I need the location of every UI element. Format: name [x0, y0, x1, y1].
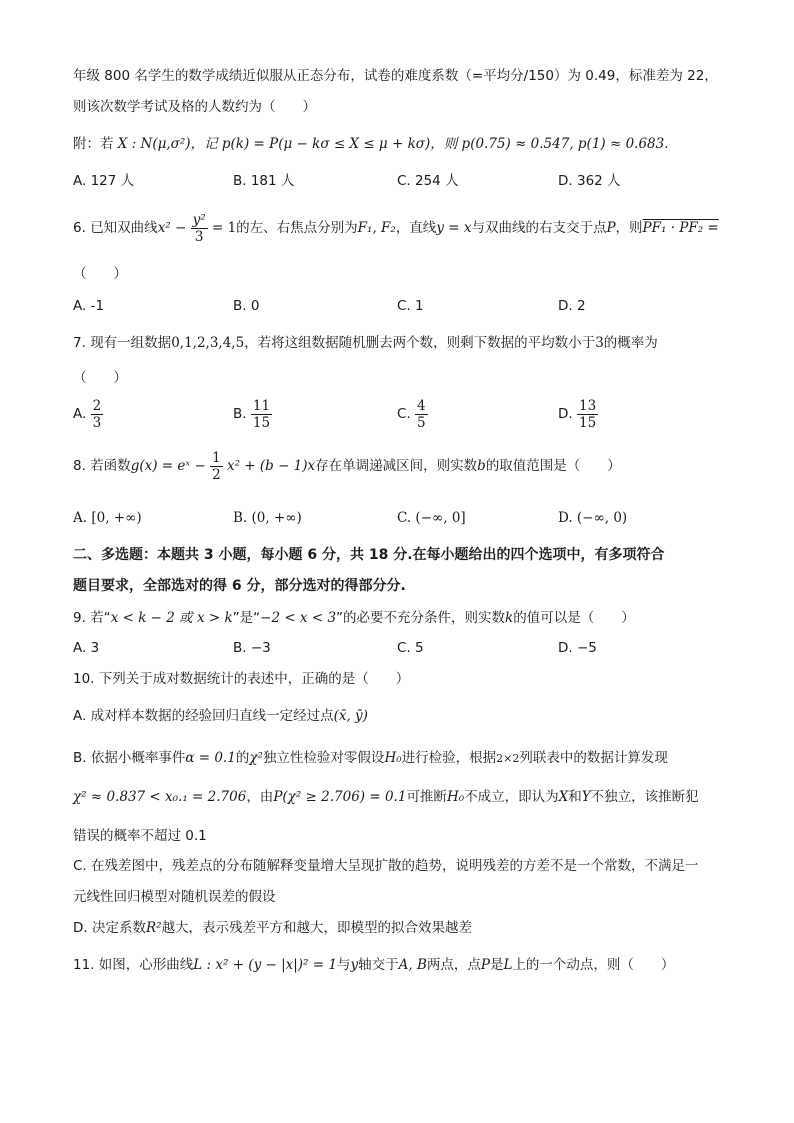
q10-b-formula: χ² ≈ 0.837 < x₀.₁ = 2.706	[73, 789, 247, 805]
q6-number: 6.	[73, 220, 86, 236]
q8-number: 8.	[73, 458, 86, 474]
q8-frac-num: 1	[212, 449, 221, 466]
q11-y: y	[350, 957, 359, 973]
q7-option-c-fraction	[415, 398, 428, 431]
q7-data: 0,1,2,3,4,5	[171, 335, 245, 351]
q7-option-d-label: D.	[558, 406, 573, 422]
q10-b-text-b: 的	[235, 750, 250, 766]
q7-option-d-num: 13	[578, 397, 597, 414]
q11-text-c: 轴交于	[358, 957, 399, 973]
q11-ab: A, B	[398, 957, 427, 973]
q10-d-text-a: D. 决定系数	[73, 920, 146, 936]
q5-stem-line1: 年级 800 名学生的数学成绩近似服从正态分布，试卷的难度系数（=平均分/150）为 0.49，标准差为 22，	[73, 68, 718, 84]
q10-stem: 10. 下列关于成对数据统计的表述中，正确的是（ ）	[73, 671, 410, 687]
q5-option-b[interactable]: B. 181 人	[233, 173, 295, 189]
q10-option-d[interactable]	[73, 918, 734, 938]
q9-var: k	[505, 610, 514, 626]
q8-stem	[73, 448, 734, 484]
q10-option-c-line1[interactable]: C. 在残差图中，残差点的分布随解释变量增大呈现扩散的趋势，说明残差的方差不是一个常数，不满足一	[73, 858, 699, 874]
q7-option-b-label: B.	[233, 406, 247, 422]
q5-note	[73, 134, 734, 154]
q6-fraction	[191, 212, 208, 245]
q9-option-c[interactable]: C. 5	[397, 640, 424, 656]
q10-b-text-g: 可推断	[406, 789, 447, 805]
q10-b-text-c: 独立性检验对零假设	[262, 750, 385, 766]
q11-number: 11.	[73, 957, 95, 973]
q6-line-eq: y = x	[436, 220, 472, 236]
q5-stem-line2: 则该次数学考试及格的人数约为（ ）	[73, 99, 316, 115]
q7-option-b-den: 15	[252, 414, 271, 431]
q7-option-b-num: 11	[252, 397, 271, 414]
q6-stem	[73, 210, 734, 246]
q6-paren: （ ）	[73, 266, 127, 282]
q10-d-r2: R²	[145, 920, 162, 936]
q11-stem	[73, 955, 734, 975]
q9-text-a: 若“	[90, 610, 111, 626]
q6-frac-num: y²	[192, 211, 206, 228]
q11-text-d: 两点，点	[426, 957, 481, 973]
q7-option-c-den: 5	[417, 414, 426, 431]
q8-text-b: 存在单调递减区间，则实数	[315, 458, 478, 474]
q7-option-a[interactable]	[73, 396, 103, 432]
q6-formula-b: = 1	[211, 220, 237, 236]
q6-text-a: 已知双曲线	[90, 220, 158, 236]
q10-option-c-line2: 元线性回归模型对随机误差的假设	[73, 889, 276, 905]
q6-option-a[interactable]: A. -1	[73, 298, 105, 314]
q10-b-text-d: 进行检验，根据	[401, 750, 497, 766]
q10-b-chi: χ²	[249, 750, 263, 766]
q7-option-a-den: 3	[92, 414, 102, 431]
q6-option-b[interactable]: B. 0	[233, 298, 260, 314]
q8-frac-den: 2	[212, 466, 221, 483]
q7-number: 7.	[73, 335, 86, 351]
q11-formula: L : x² + (y − |x|)² = 1	[193, 957, 337, 973]
q11-text-e: 是	[489, 957, 504, 973]
q7-three: 3	[595, 335, 604, 351]
q8-text-a: 若函数	[90, 458, 131, 474]
q6-text-d: 与双曲线的右支交于点	[471, 220, 607, 236]
q8-var: b	[477, 458, 486, 474]
q10-b-text-e: 列联表中的数据计算发现	[519, 750, 668, 766]
q10-option-b-line2	[73, 787, 734, 807]
q8-formula-a: g(x) = eˣ −	[130, 458, 206, 474]
q6-text-e: ，则	[615, 220, 643, 236]
q9-option-a[interactable]: A. 3	[73, 640, 100, 656]
q7-option-a-label: A.	[73, 406, 87, 422]
q9-option-b[interactable]: B. −3	[233, 640, 271, 656]
q8-text-c: 的取值范围是（ ）	[485, 458, 621, 474]
q10-b-text-a: B. 依据小概率事件	[73, 750, 186, 766]
q9-number: 9.	[73, 610, 86, 626]
q8-option-a[interactable]: A. [0, +∞)	[73, 510, 142, 526]
q7-option-d[interactable]	[558, 396, 598, 432]
q6-vector-expr: PF₁ · PF₂ =	[642, 220, 719, 236]
q7-option-b-fraction	[251, 398, 272, 431]
q8-formula-b: x² + (b − 1)x	[226, 458, 316, 474]
q10-option-b-line3: 错误的概率不超过 0.1	[73, 828, 207, 844]
q6-foci: F₁, F₂	[357, 220, 396, 236]
q10-b-prob: P(χ² ≥ 2.706) = 0.1	[273, 789, 407, 805]
q8-option-b[interactable]: B. (0, +∞)	[233, 510, 302, 526]
q6-point: P	[606, 220, 616, 236]
q11-text-a: 如图，心形曲线	[98, 957, 194, 973]
q9-text-d: 的值可以是（ ）	[513, 610, 635, 626]
q10-b-h0b: H₀	[446, 789, 465, 805]
q5-option-c[interactable]: C. 254 人	[397, 173, 459, 189]
q5-note-formula: X : N(μ,σ²)，记 p(k) = P(μ − kσ ≤ X ≤ μ + kσ)，则 p(0.75) ≈ 0.547, p(1) ≈ 0.683.	[117, 136, 669, 152]
q7-text-b: ，若将这组数据随机删去两个数，则剩下数据的平均数小于	[244, 335, 596, 351]
q11-l: L	[503, 957, 513, 973]
q5-option-a[interactable]: A. 127 人	[73, 173, 135, 189]
q7-option-d-fraction	[577, 398, 598, 431]
q7-paren: （ ）	[73, 370, 127, 386]
q11-p: P	[480, 957, 490, 973]
q8-fraction	[210, 450, 223, 483]
q9-text-c: ”的必要不充分条件，则实数	[336, 610, 506, 626]
q10-b-text-f: ，由	[246, 789, 274, 805]
q7-option-a-fraction	[91, 398, 104, 431]
q10-option-a[interactable]	[73, 706, 734, 726]
q6-text-c: ，直线	[395, 220, 437, 236]
section2-heading-line1: 二、多选题：本题共 3 小题，每小题 6 分，共 18 分.在每小题给出的四个选项中，有多项符合	[73, 547, 665, 563]
q7-text-c: 的概率为	[603, 335, 658, 351]
q9-option-d[interactable]: D. −5	[558, 640, 597, 656]
q11-text-b: 与	[336, 957, 351, 973]
q8-option-c[interactable]: C. (−∞, 0]	[397, 510, 466, 526]
q7-option-c-num: 4	[417, 397, 426, 414]
q10-b-x: X	[558, 789, 569, 805]
q8-option-d[interactable]: D. (−∞, 0)	[558, 510, 628, 526]
q9-text-b: ”是“	[232, 610, 261, 626]
q6-text-b: 的左、右焦点分别为	[236, 220, 358, 236]
q7-option-c-label: C.	[397, 406, 411, 422]
q6-frac-den: 3	[194, 228, 204, 245]
q10-b-table: 2×2	[496, 752, 520, 765]
q10-b-alpha: α = 0.1	[185, 750, 236, 766]
q9-cond-b: −2 < x < 3	[260, 610, 337, 626]
q5-option-d[interactable]: D. 362 人	[558, 173, 621, 189]
q7-text-a: 现有一组数据	[90, 335, 172, 351]
q11-text-f: 上的一个动点，则（ ）	[512, 957, 675, 973]
q10-option-a-text: A. 成对样本数据的经验回归直线一定经过点	[73, 708, 334, 724]
q7-option-d-den: 15	[578, 414, 597, 431]
q7-option-a-num: 2	[92, 397, 102, 414]
q10-b-text-i: 不独立，该推断犯	[590, 789, 699, 805]
q7-stem	[73, 333, 734, 353]
q9-cond-a: x < k − 2 或 x > k	[110, 610, 233, 626]
q9-stem	[73, 608, 734, 628]
q10-b-h0: H₀	[384, 750, 402, 766]
q10-b-text-h: 不成立，即认为	[464, 789, 559, 805]
q7-option-c[interactable]	[397, 396, 428, 432]
q5-note-prefix: 附：若	[73, 136, 114, 152]
q6-option-d[interactable]: D. 2	[558, 298, 586, 314]
q10-b-y: Y	[581, 789, 591, 805]
q6-formula-a: x² −	[157, 220, 187, 236]
section2-heading-line2: 题目要求，全部选对的得 6 分，部分选对的得部分分.	[73, 578, 406, 594]
q6-option-c[interactable]: C. 1	[397, 298, 424, 314]
q7-option-b[interactable]	[233, 396, 272, 432]
q10-option-b-line1[interactable]	[73, 748, 734, 769]
q10-option-a-point: (x̄, ȳ)	[333, 708, 368, 724]
q10-d-text-b: 越大，表示残差平方和越大，即模型的拟合效果越差	[161, 920, 473, 936]
q10-b-and: 和	[568, 789, 582, 805]
